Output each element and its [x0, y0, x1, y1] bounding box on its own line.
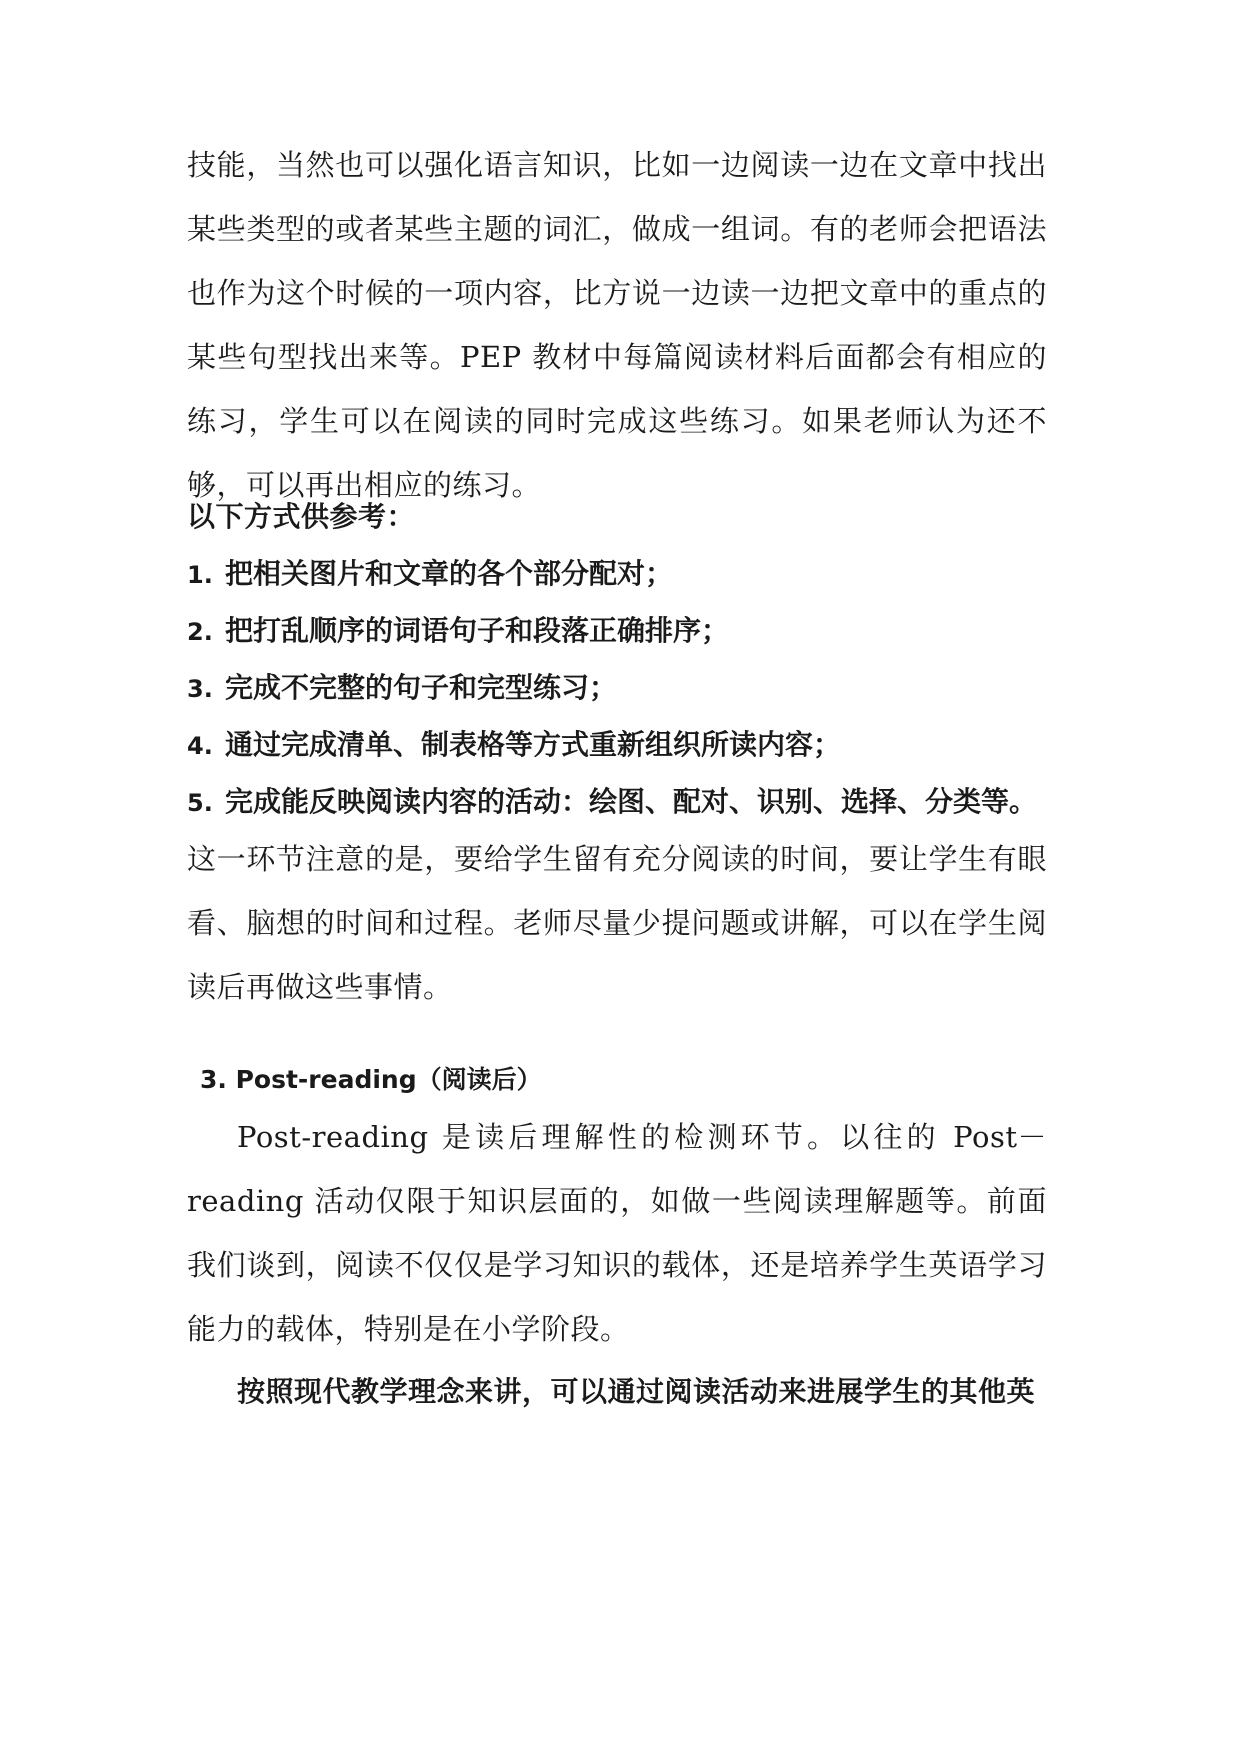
list-item-text: 把打乱顺序的词语句子和段落正确排序；	[225, 614, 730, 647]
list-item-number: 5.	[187, 789, 213, 817]
list-item-text: 通过完成清单、制表格等方式重新组织所读内容；	[225, 728, 842, 761]
paragraph-modern-teaching: 按照现代教学理念来讲，可以通过阅读活动来进展学生的其他英	[237, 1375, 1036, 1408]
list-item	[187, 656, 1067, 721]
list-item	[187, 599, 1067, 664]
list-item-number: 4.	[187, 732, 213, 760]
list-item-text: 完成能反映阅读内容的活动：绘图、配对、识别、选择、分类等。	[225, 785, 1038, 818]
list-item-text: 把相关图片和文章的各个部分配对；	[225, 557, 674, 590]
paragraph-post-reading: Post-reading 是读后理解性的检测环节。以往的 Post－reading 活动仅限于知识层面的，如做一些阅读理解题等。前面我们谈到，阅读不仅仅是学习知识的载体，还是培养学生英语学习能力的载体，特别是在小学阶段。	[187, 1120, 1047, 1346]
list-item	[187, 713, 1067, 778]
list-item-number: 2.	[187, 618, 213, 646]
section-heading-post-reading: 3. Post-reading（阅读后）	[200, 1065, 542, 1094]
list-item	[187, 542, 1067, 607]
list-item-number: 1.	[187, 561, 213, 589]
paragraph-reading-time-note: 这一环节注意的是，要给学生留有充分阅读的时间，要让学生有眼看、脑想的时间和过程。老师尽量少提问题或讲解，可以在学生阅读后再做这些事情。	[187, 842, 1047, 1004]
list-item-text: 完成不完整的句子和完型练习；	[225, 671, 618, 704]
list-item	[187, 770, 1067, 835]
list-item-number: 3.	[187, 675, 213, 703]
list-intro: 以下方式供参考：	[187, 500, 416, 533]
paragraph-reading-skills: 技能，当然也可以强化语言知识，比如一边阅读一边在文章中找出某些类型的或者某些主题的词汇，做成一组词。有的老师会把语法也作为这个时候的一项内容，比方说一边读一边把文章中的重点的某些句型找出来等。PEP 教材中每篇阅读材料后面都会有相应的练习，学生可以在阅读的同时完成这些练习。如果老师认为还不够，可以再出相应的练习。	[187, 148, 1047, 502]
